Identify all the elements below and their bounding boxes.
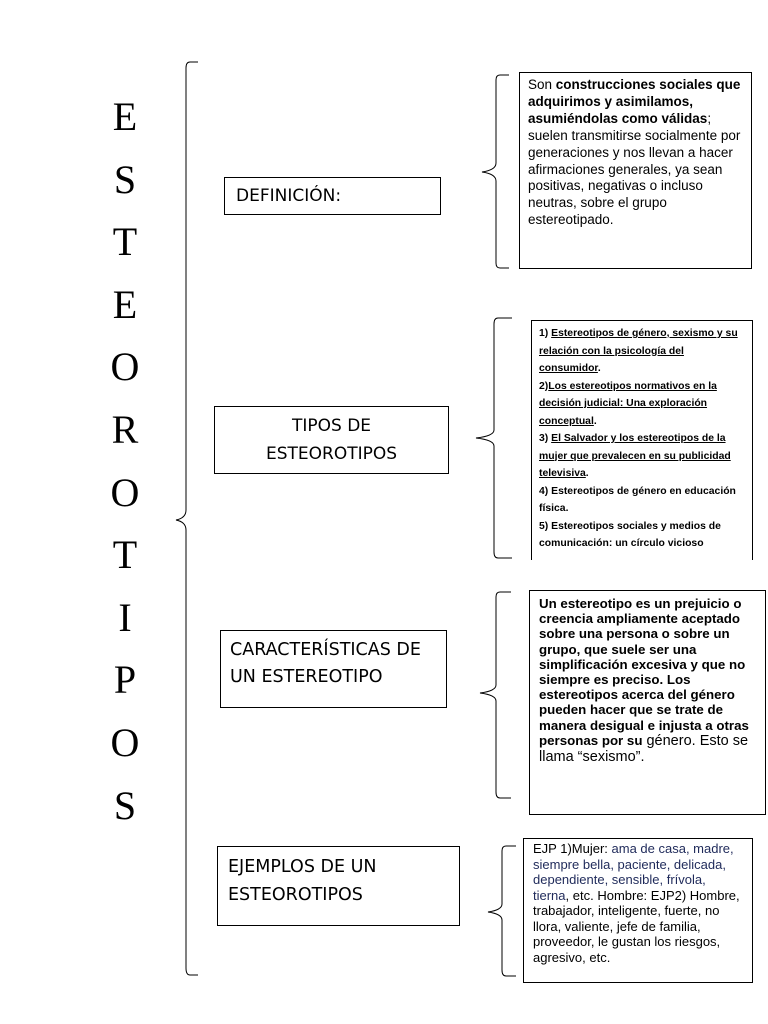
caracteristicas-label-line1: CARACTERÍSTICAS DE (230, 640, 421, 660)
tipos-brace (476, 318, 512, 558)
tipo-item (539, 325, 745, 378)
tipo-end: . (593, 415, 597, 427)
title-letter: O (110, 344, 140, 390)
tipos-label-line2: ESTEOROTIPOS (265, 444, 398, 464)
caracteristicas-brace (480, 592, 511, 798)
tipo-text: Estereotipos sociales y medios de comunicación: un círculo vicioso (539, 520, 721, 549)
tipo-item (539, 483, 745, 518)
tipo-number: 1) (539, 328, 552, 339)
definicion-box (519, 72, 752, 269)
ejemplos-text-2: ama de casa, madre, siempre bella, paciente, delicada, dependiente, sensible, frívola, tierna (533, 841, 734, 903)
title-letter: I (118, 594, 132, 640)
definicion-text-2: ; suelen transmitirse socialmente por generaciones y nos llevan a hacer afirmaciones generales, ya sean positivas, negativas o incluso neutras, sobre el grupo estereotipado. (528, 110, 741, 228)
tipos-label (214, 406, 449, 474)
definicion-text-bold: construcciones sociales que adquirimos y asimilamos, asumiéndolas como válidas (528, 77, 741, 126)
caracteristicas-label (220, 630, 447, 708)
title-letter: T (112, 219, 138, 265)
ejemplos-label-line1: EJEMPLOS DE UN (228, 857, 377, 877)
tipo-end: . (585, 468, 589, 479)
tipo-text: Estereotipos de género en educación física. (539, 485, 736, 514)
title-letter: T (112, 532, 138, 578)
caracteristicas-text-bold: Un estereotipo es un prejuicio o creencia ampliamente aceptado sobre una persona o sobre un grupo, que suele ser una simplificación excesiva y que no siempre es preciso. Los estereotipos acerca del género pueden hacer que se trate de manera desigual e injusta a otras personas por su (539, 596, 749, 748)
title-letter: R (111, 406, 139, 452)
ejemplos-label-line2: ESTEOROTIPOS (228, 885, 363, 905)
definicion-text-1: Son (528, 77, 556, 92)
tipo-end: . (597, 363, 601, 374)
ejemplos-brace (488, 846, 516, 976)
title-letter: S (113, 782, 137, 828)
tipo-number: 4) (539, 485, 552, 497)
ejemplos-text-1: EJP 1)Mujer: (533, 841, 612, 856)
definicion-brace (482, 75, 509, 268)
title-letter: P (113, 657, 137, 703)
caracteristicas-text-plain: género. Esto se llama “sexismo”. (539, 732, 749, 766)
tipo-item (539, 378, 745, 431)
main-brace (176, 62, 198, 975)
definicion-label (224, 177, 441, 215)
ejemplos-text-3: , etc. Hombre: EJP2) Hombre, trabajador, inteligente, fuerte, no llora, valiente, jefe de familia, proveedor, le gustan los riesgos, agresivo, etc. (533, 887, 740, 965)
tipo-text: El Salvador y los estereotipos de la mujer que prevalecen en su publicidad televisiva (539, 433, 731, 479)
title-letter: E (112, 94, 138, 139)
ejemplos-box (523, 838, 753, 983)
tipo-number: 3) (539, 433, 552, 444)
caracteristicas-label-line2: UN ESTEREOTIPO (230, 667, 383, 687)
tipos-box (531, 320, 753, 560)
tipo-item (539, 518, 745, 553)
title-letter: O (110, 719, 140, 765)
title-letter: O (110, 469, 140, 515)
tipo-text: Estereotipos de género, sexismo y su relación con la psicología del consumidor (539, 328, 738, 374)
tipo-number: 2) (539, 380, 549, 392)
tipo-number: 5) (539, 520, 552, 532)
tipo-text: Los estereotipos normativos en la decisión judicial: Una exploración conceptual (539, 380, 717, 427)
title-letter: S (113, 156, 137, 202)
tipo-item (539, 430, 745, 483)
tipos-label-line1: TIPOS DE (291, 416, 372, 436)
title-letter: E (112, 281, 138, 327)
caracteristicas-box (529, 590, 766, 815)
ejemplos-label (217, 846, 460, 926)
definicion-label-text: DEFINICIÓN: (236, 186, 342, 206)
